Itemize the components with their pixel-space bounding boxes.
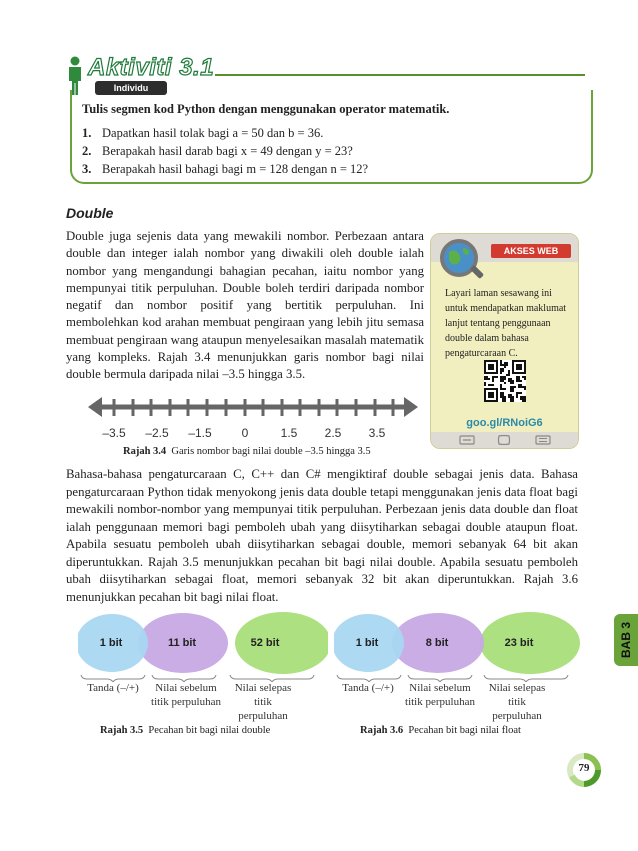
web-box-footer <box>431 432 578 448</box>
activity-title: Aktiviti 3.1 <box>88 54 215 81</box>
web-access-badge: AKSES WEB <box>491 244 571 258</box>
number-line-label: 0 <box>241 426 249 440</box>
bit-label: 1 bit <box>99 637 123 649</box>
number-line-label: –2.5 <box>145 426 169 440</box>
number-line-label: –1.5 <box>188 426 212 440</box>
bit-label: 23 bit <box>504 637 534 649</box>
part-label-sign: Tanda (–/+) <box>342 682 394 694</box>
figure-caption: Rajah 3.6 Pecahan bit bagi nilai float <box>360 725 521 736</box>
back-button-icon <box>459 435 475 445</box>
number-line-label: 3.5 <box>368 426 386 440</box>
menu-button-icon <box>535 435 551 445</box>
bit-label: 52 bit <box>250 637 280 649</box>
number-line <box>88 396 418 426</box>
section-title: Double <box>66 205 114 221</box>
part-label-before-point: Nilai sebelum titik perpuluhan <box>151 682 221 708</box>
activity-item: 3. Berapakah hasil bahagi bagi m = 128 dengan n = 12? <box>82 162 369 176</box>
activity-item: 2. Berapakah hasil darab bagi x = 49 dengan y = 23? <box>82 144 353 158</box>
page-number: 79 <box>578 762 590 774</box>
activity-divider <box>215 74 585 76</box>
paragraph-double: Double juga sejenis data yang mewakili nombor. Perbezaan antara double dan integer ialah nombor yang diwakili oleh double ialah nombor yang mengandungi bahagian pecahan, iaitu nombor yang mempunyai titik perpuluhan. Double boleh terdiri daripada nombor negatif dan nombor positif yang bertitik perpuluhan. Ini membolehkan kod arahan membuat pengiraan yang lebih jitu semasa membuat pengiraan wang ataupun menyelesaikan masalah matematik yang kompleks. Rajah 3.4 menunjukkan garis nombor bagi nilai double bermula daripada nilai –3.5 hingga 3.5. <box>66 229 424 382</box>
activity-instruction: Tulis segmen kod Python dengan menggunakan operator matematik. <box>82 102 450 116</box>
figure-caption: Rajah 3.4 Garis nombor bagi nilai double –3.5 hingga 3.5 <box>123 446 371 457</box>
bit-label: 8 bit <box>425 637 449 649</box>
part-label-after-point: Nilai selepas titik perpuluhan <box>488 682 546 722</box>
figure-caption: Rajah 3.5 Pecahan bit bagi nilai double <box>100 725 271 736</box>
bit-label: 11 bit <box>167 637 197 649</box>
web-url[interactable]: goo.gl/RNoiG6 <box>466 417 543 429</box>
number-line-label: 2.5 <box>324 426 342 440</box>
web-access-box <box>430 233 579 449</box>
part-label-after-point: Nilai selepas titik perpuluhan <box>234 682 292 722</box>
bit-label: 1 bit <box>355 637 379 649</box>
paragraph-float: Bahasa-bahasa pengaturcaraan C, C++ dan C# mengiktiraf double sebagai jenis data. Bahasa pengaturcaraan Python tidak menyokong jenis data double tetapi menggunakan jenis data float bagi mewakili nombor-nombor yang mempunyai titik perpuluhan. Perbezaan jenis data double dan float ialah penggunaan memori bagi pemboleh ubah yang diisytiharkan sebagai double ataupun float. Apabila sesuatu pemboleh ubah diisytiharkan sebagai double, memori sebanyak 64 bit akan diperuntukkan. Rajah 3.5 menunjukkan pecahan bit bagi nilai double. Apabila sesuatu pemboleh ubah diisytiharkan sebagai float, memori sebanyak 32 bit akan diperuntukkan. Rajah 3.6 menunjukkan pecahan bit bagi nilai float. <box>66 467 578 604</box>
part-label-sign: Tanda (–/+) <box>87 682 139 694</box>
qr-code-icon <box>484 360 526 402</box>
web-box-text: Layari laman sesawang ini untuk mendapatkan maklumat lanjut tentang penggunaan double dalam bahasa pengaturcaraan C. <box>445 288 567 359</box>
activity-item: 1. Dapatkan hasil tolak bagi a = 50 dan b = 36. <box>82 126 324 140</box>
globe-magnifier-icon <box>437 238 487 284</box>
part-label-before-point: Nilai sebelum titik perpuluhan <box>405 682 475 708</box>
number-line-label: 1.5 <box>280 426 298 440</box>
activity-badge: Individu <box>95 81 167 95</box>
home-button-icon <box>497 435 511 445</box>
chapter-tab-label: BAB 3 <box>619 622 633 659</box>
number-line-label: –3.5 <box>102 426 126 440</box>
